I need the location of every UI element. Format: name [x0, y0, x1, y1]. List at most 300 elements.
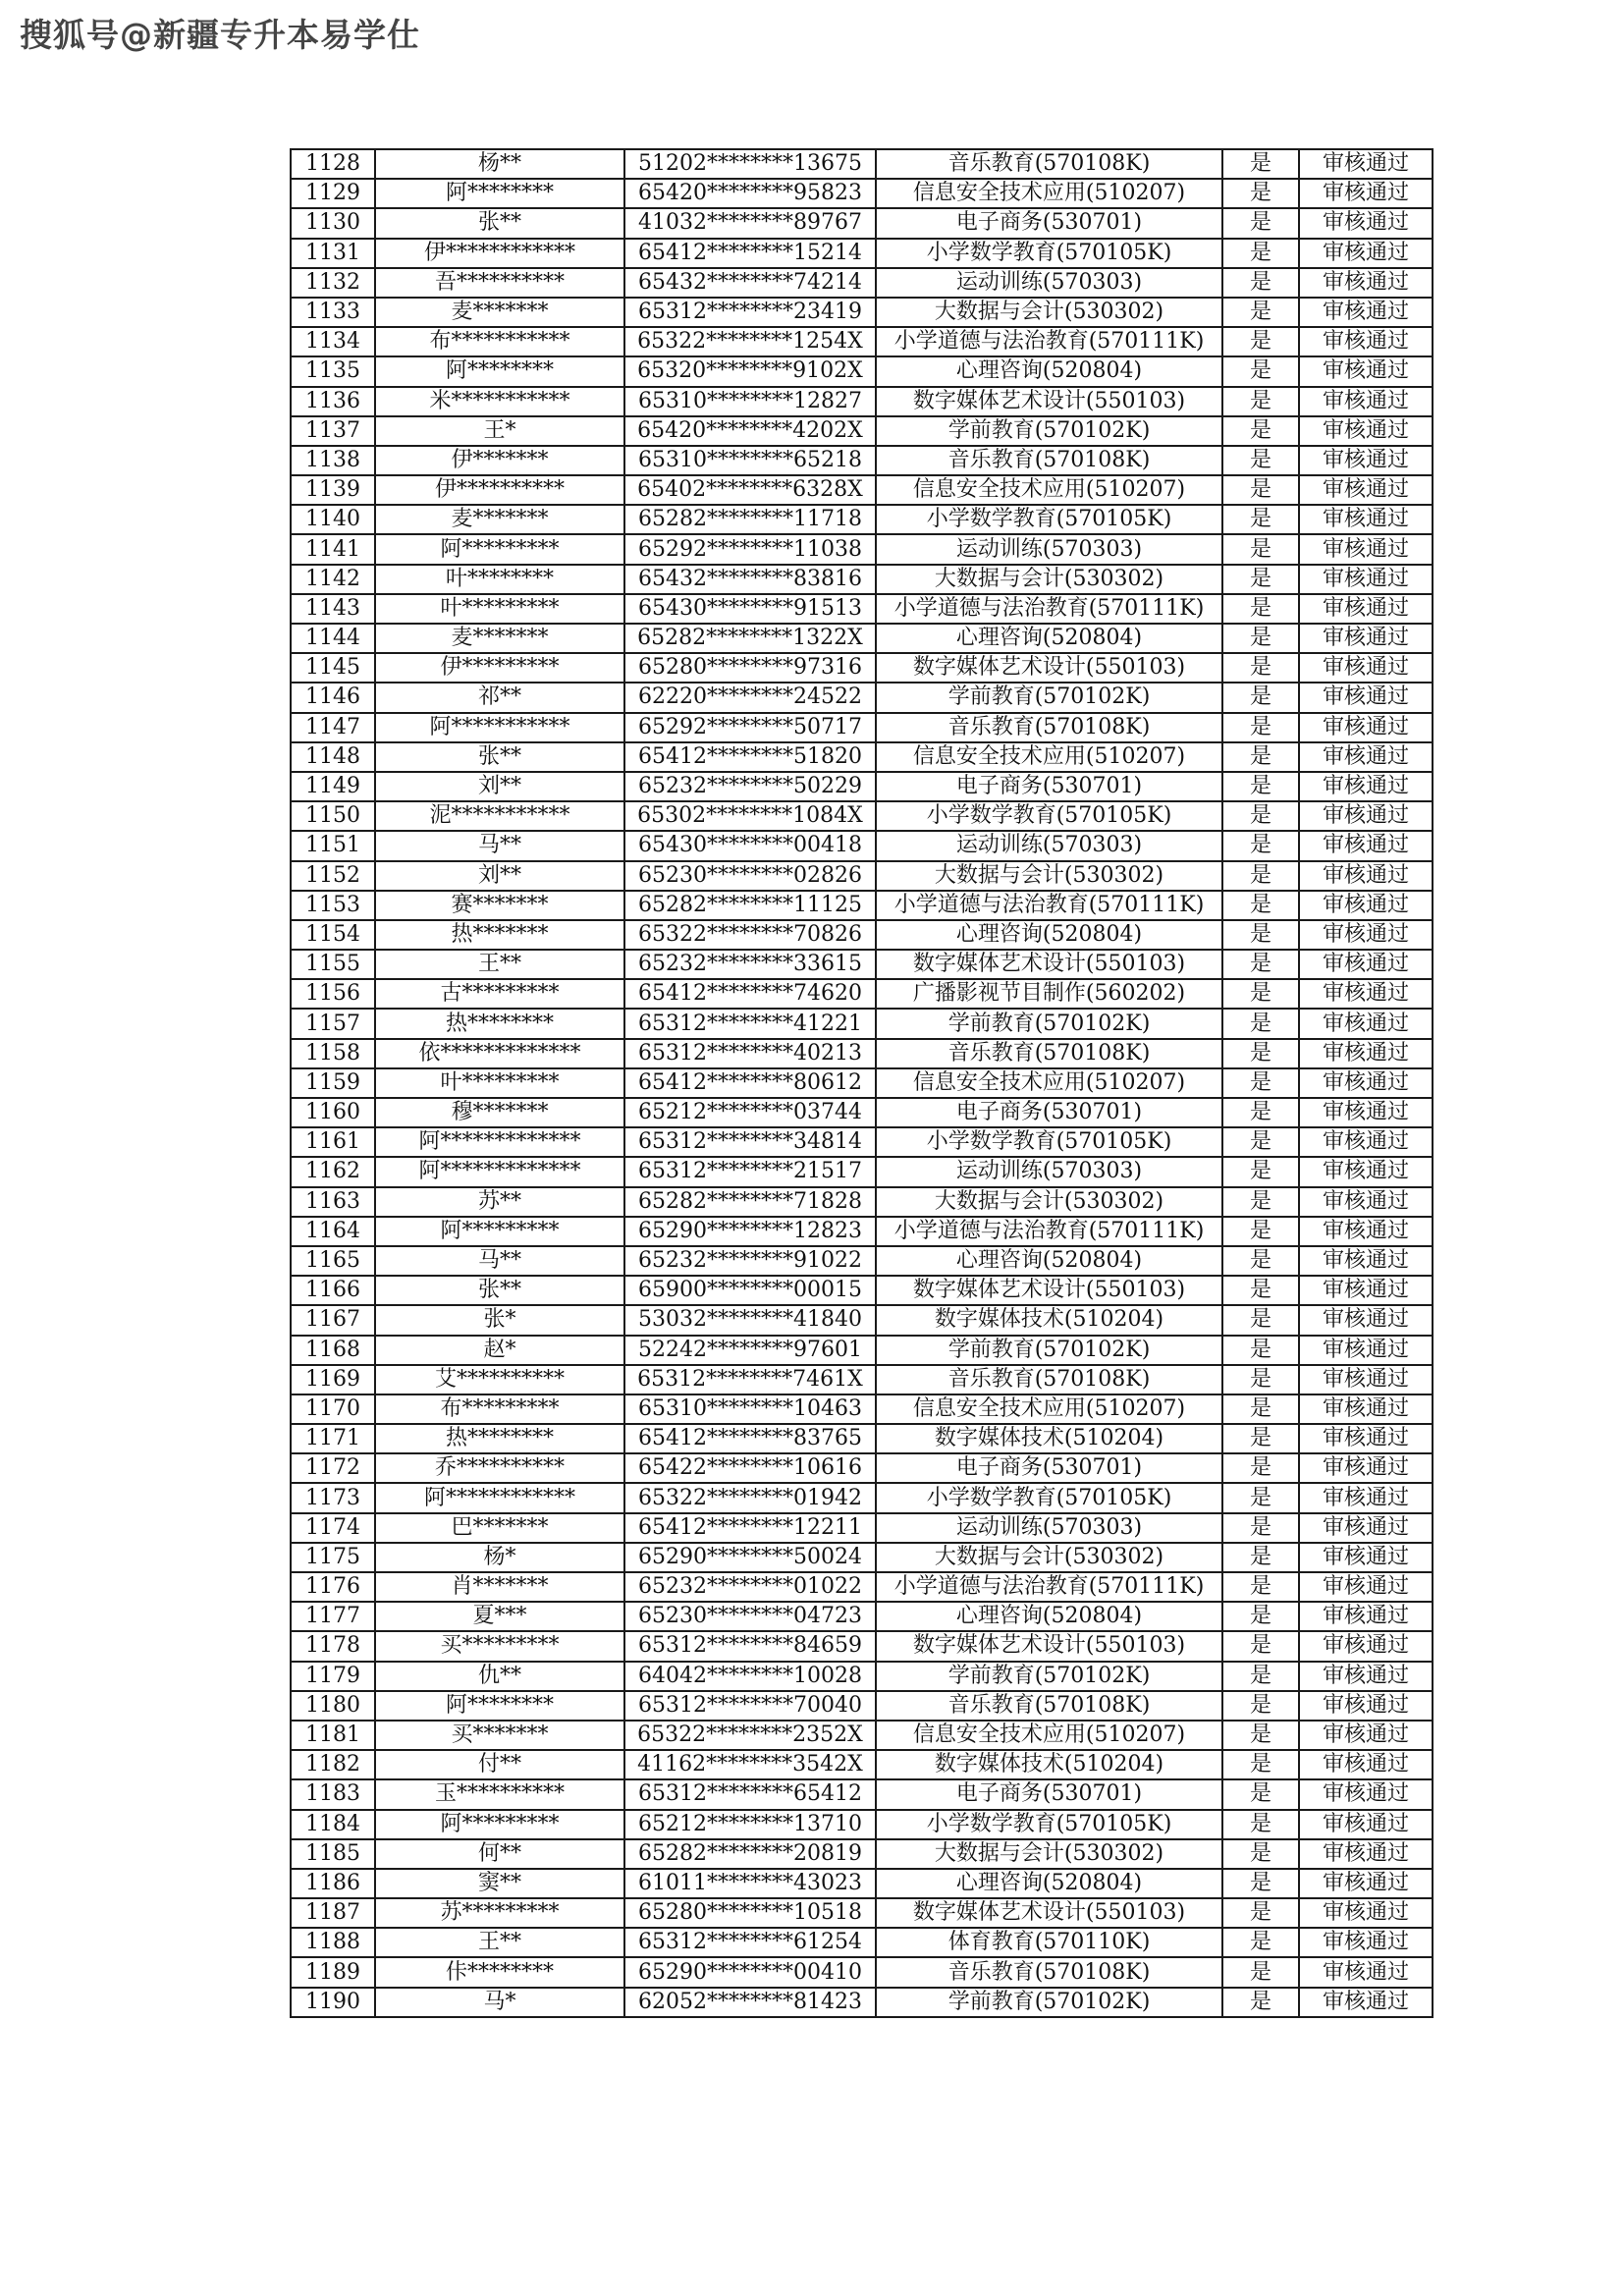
id-number-cell: 65312********40213 — [624, 1039, 876, 1068]
id-number-cell: 65212********03744 — [624, 1098, 876, 1127]
eligible-cell: 是 — [1222, 920, 1299, 950]
review-status-cell: 审核通过 — [1299, 1187, 1433, 1217]
table-row — [291, 1365, 1433, 1394]
row-number-cell: 1147 — [291, 713, 375, 742]
table-row — [291, 565, 1433, 594]
row-number-cell: 1181 — [291, 1721, 375, 1750]
major-cell: 大数据与会计(530302) — [876, 1839, 1222, 1869]
eligible-cell: 是 — [1222, 1691, 1299, 1721]
table-row — [291, 1839, 1433, 1869]
id-number-cell: 65292********50717 — [624, 713, 876, 742]
major-cell: 音乐教育(570108K) — [876, 713, 1222, 742]
row-number-cell: 1170 — [291, 1394, 375, 1424]
review-status-cell: 审核通过 — [1299, 149, 1433, 179]
review-status-cell: 审核通过 — [1299, 1988, 1433, 2017]
name-cell: 杨* — [375, 1543, 624, 1572]
eligible-cell: 是 — [1222, 1631, 1299, 1661]
review-status-cell: 审核通过 — [1299, 1898, 1433, 1928]
id-number-cell: 65310********65218 — [624, 446, 876, 475]
row-number-cell: 1152 — [291, 861, 375, 891]
table-row — [291, 683, 1433, 712]
eligible-cell: 是 — [1222, 950, 1299, 979]
row-number-cell: 1145 — [291, 653, 375, 683]
admission-review-table — [290, 148, 1434, 2018]
eligible-cell: 是 — [1222, 742, 1299, 772]
row-number-cell: 1140 — [291, 505, 375, 534]
row-number-cell: 1160 — [291, 1098, 375, 1127]
table-row — [291, 1394, 1433, 1424]
id-number-cell: 65312********65412 — [624, 1779, 876, 1809]
table-row — [291, 594, 1433, 624]
name-cell: 苏** — [375, 1187, 624, 1217]
review-status-cell: 审核通过 — [1299, 1779, 1433, 1809]
review-status-cell: 审核通过 — [1299, 624, 1433, 653]
major-cell: 数字媒体艺术设计(550103) — [876, 387, 1222, 416]
id-number-cell: 65322********2352X — [624, 1721, 876, 1750]
row-number-cell: 1129 — [291, 179, 375, 208]
eligible-cell: 是 — [1222, 505, 1299, 534]
id-number-cell: 65430********00418 — [624, 831, 876, 860]
name-cell: 杨** — [375, 149, 624, 179]
name-cell: 阿************* — [375, 1127, 624, 1157]
eligible-cell: 是 — [1222, 801, 1299, 831]
major-cell: 数字媒体技术(510204) — [876, 1424, 1222, 1453]
major-cell: 学前教育(570102K) — [876, 1662, 1222, 1691]
review-status-cell: 审核通过 — [1299, 1276, 1433, 1305]
table-row — [291, 624, 1433, 653]
major-cell: 心理咨询(520804) — [876, 356, 1222, 386]
eligible-cell: 是 — [1222, 653, 1299, 683]
row-number-cell: 1165 — [291, 1246, 375, 1276]
table-row — [291, 653, 1433, 683]
eligible-cell: 是 — [1222, 1602, 1299, 1631]
name-cell: 何** — [375, 1839, 624, 1869]
review-status-cell: 审核通过 — [1299, 950, 1433, 979]
table-row — [291, 1572, 1433, 1602]
review-status-cell: 审核通过 — [1299, 1009, 1433, 1038]
review-status-cell: 审核通过 — [1299, 446, 1433, 475]
table-row — [291, 1276, 1433, 1305]
eligible-cell: 是 — [1222, 1305, 1299, 1335]
eligible-cell: 是 — [1222, 1394, 1299, 1424]
review-status-cell: 审核通过 — [1299, 653, 1433, 683]
id-number-cell: 65310********12827 — [624, 387, 876, 416]
row-number-cell: 1190 — [291, 1988, 375, 2017]
eligible-cell: 是 — [1222, 979, 1299, 1009]
name-cell: 买********* — [375, 1631, 624, 1661]
table-row — [291, 298, 1433, 327]
row-number-cell: 1169 — [291, 1365, 375, 1394]
eligible-cell: 是 — [1222, 713, 1299, 742]
name-cell: 窦** — [375, 1869, 624, 1898]
id-number-cell: 65312********34814 — [624, 1127, 876, 1157]
id-number-cell: 65312********70040 — [624, 1691, 876, 1721]
eligible-cell: 是 — [1222, 475, 1299, 505]
major-cell: 小学数学教育(570105K) — [876, 1810, 1222, 1839]
eligible-cell: 是 — [1222, 1246, 1299, 1276]
eligible-cell: 是 — [1222, 268, 1299, 298]
id-number-cell: 65900********00015 — [624, 1276, 876, 1305]
review-status-cell: 审核通过 — [1299, 239, 1433, 268]
eligible-cell: 是 — [1222, 446, 1299, 475]
id-number-cell: 65322********01942 — [624, 1483, 876, 1512]
table-row — [291, 1305, 1433, 1335]
name-cell: 巴******* — [375, 1513, 624, 1543]
review-status-cell: 审核通过 — [1299, 1305, 1433, 1335]
table-row — [291, 1009, 1433, 1038]
review-status-cell: 审核通过 — [1299, 1662, 1433, 1691]
table-row — [291, 268, 1433, 298]
name-cell: 阿******** — [375, 179, 624, 208]
table-row — [291, 861, 1433, 891]
review-status-cell: 审核通过 — [1299, 327, 1433, 356]
id-number-cell: 65282********1322X — [624, 624, 876, 653]
name-cell: 王** — [375, 950, 624, 979]
table-row — [291, 920, 1433, 950]
row-number-cell: 1149 — [291, 772, 375, 801]
id-number-cell: 65312********84659 — [624, 1631, 876, 1661]
review-status-cell: 审核通过 — [1299, 1810, 1433, 1839]
name-cell: 玉********** — [375, 1779, 624, 1809]
table-row — [291, 327, 1433, 356]
id-number-cell: 65312********41221 — [624, 1009, 876, 1038]
row-number-cell: 1142 — [291, 565, 375, 594]
name-cell: 阿************* — [375, 1157, 624, 1186]
eligible-cell: 是 — [1222, 356, 1299, 386]
id-number-cell: 65282********20819 — [624, 1839, 876, 1869]
row-number-cell: 1186 — [291, 1869, 375, 1898]
id-number-cell: 65230********04723 — [624, 1602, 876, 1631]
eligible-cell: 是 — [1222, 683, 1299, 712]
id-number-cell: 65412********12211 — [624, 1513, 876, 1543]
name-cell: 刘** — [375, 772, 624, 801]
name-cell: 麦******* — [375, 624, 624, 653]
major-cell: 运动训练(570303) — [876, 1513, 1222, 1543]
table-row — [291, 356, 1433, 386]
major-cell: 运动训练(570303) — [876, 534, 1222, 564]
id-number-cell: 65280********10518 — [624, 1898, 876, 1928]
eligible-cell: 是 — [1222, 298, 1299, 327]
review-status-cell: 审核通过 — [1299, 1246, 1433, 1276]
name-cell: 赵* — [375, 1336, 624, 1365]
id-number-cell: 41162********3542X — [624, 1750, 876, 1779]
id-number-cell: 65412********15214 — [624, 239, 876, 268]
table-row — [291, 1928, 1433, 1957]
id-number-cell: 65230********02826 — [624, 861, 876, 891]
major-cell: 信息安全技术应用(510207) — [876, 475, 1222, 505]
eligible-cell: 是 — [1222, 1424, 1299, 1453]
eligible-cell: 是 — [1222, 1068, 1299, 1098]
name-cell: 王** — [375, 1928, 624, 1957]
id-number-cell: 61011********43023 — [624, 1869, 876, 1898]
eligible-cell: 是 — [1222, 1750, 1299, 1779]
name-cell: 张** — [375, 1276, 624, 1305]
name-cell: 伊********* — [375, 653, 624, 683]
row-number-cell: 1168 — [291, 1336, 375, 1365]
major-cell: 小学数学教育(570105K) — [876, 1127, 1222, 1157]
review-status-cell: 审核通过 — [1299, 979, 1433, 1009]
major-cell: 数字媒体技术(510204) — [876, 1750, 1222, 1779]
eligible-cell: 是 — [1222, 1988, 1299, 2017]
major-cell: 学前教育(570102K) — [876, 683, 1222, 712]
review-status-cell: 审核通过 — [1299, 772, 1433, 801]
major-cell: 大数据与会计(530302) — [876, 1543, 1222, 1572]
major-cell: 大数据与会计(530302) — [876, 861, 1222, 891]
name-cell: 热******* — [375, 920, 624, 950]
review-status-cell: 审核通过 — [1299, 1513, 1433, 1543]
row-number-cell: 1156 — [291, 979, 375, 1009]
eligible-cell: 是 — [1222, 1957, 1299, 1987]
major-cell: 小学道德与法治教育(570111K) — [876, 1217, 1222, 1246]
eligible-cell: 是 — [1222, 416, 1299, 446]
id-number-cell: 65412********83765 — [624, 1424, 876, 1453]
table-row — [291, 979, 1433, 1009]
eligible-cell: 是 — [1222, 565, 1299, 594]
id-number-cell: 65432********83816 — [624, 565, 876, 594]
review-status-cell: 审核通过 — [1299, 861, 1433, 891]
eligible-cell: 是 — [1222, 831, 1299, 860]
row-number-cell: 1183 — [291, 1779, 375, 1809]
id-number-cell: 64042********10028 — [624, 1662, 876, 1691]
table-row — [291, 1602, 1433, 1631]
major-cell: 大数据与会计(530302) — [876, 565, 1222, 594]
review-status-cell: 审核通过 — [1299, 1424, 1433, 1453]
review-status-cell: 审核通过 — [1299, 505, 1433, 534]
name-cell: 苏********* — [375, 1898, 624, 1928]
eligible-cell: 是 — [1222, 1839, 1299, 1869]
major-cell: 学前教育(570102K) — [876, 1336, 1222, 1365]
id-number-cell: 65320********9102X — [624, 356, 876, 386]
row-number-cell: 1138 — [291, 446, 375, 475]
id-number-cell: 65322********1254X — [624, 327, 876, 356]
row-number-cell: 1187 — [291, 1898, 375, 1928]
major-cell: 音乐教育(570108K) — [876, 1365, 1222, 1394]
review-status-cell: 审核通过 — [1299, 1839, 1433, 1869]
review-status-cell: 审核通过 — [1299, 1336, 1433, 1365]
id-number-cell: 65430********91513 — [624, 594, 876, 624]
row-number-cell: 1189 — [291, 1957, 375, 1987]
table-row — [291, 891, 1433, 920]
review-status-cell: 审核通过 — [1299, 891, 1433, 920]
major-cell: 信息安全技术应用(510207) — [876, 1394, 1222, 1424]
eligible-cell: 是 — [1222, 1365, 1299, 1394]
review-status-cell: 审核通过 — [1299, 1750, 1433, 1779]
name-cell: 买******* — [375, 1721, 624, 1750]
id-number-cell: 52242********97601 — [624, 1336, 876, 1365]
eligible-cell: 是 — [1222, 1662, 1299, 1691]
major-cell: 数字媒体艺术设计(550103) — [876, 1631, 1222, 1661]
table-row — [291, 950, 1433, 979]
table-row — [291, 1957, 1433, 1987]
id-number-cell: 65312********61254 — [624, 1928, 876, 1957]
id-number-cell: 65280********97316 — [624, 653, 876, 683]
table-row — [291, 1336, 1433, 1365]
name-cell: 古********* — [375, 979, 624, 1009]
eligible-cell: 是 — [1222, 1217, 1299, 1246]
name-cell: 伊********** — [375, 475, 624, 505]
name-cell: 夏*** — [375, 1602, 624, 1631]
table-row — [291, 208, 1433, 238]
row-number-cell: 1139 — [291, 475, 375, 505]
review-status-cell: 审核通过 — [1299, 565, 1433, 594]
eligible-cell: 是 — [1222, 1039, 1299, 1068]
name-cell: 伊************ — [375, 239, 624, 268]
major-cell: 心理咨询(520804) — [876, 1869, 1222, 1898]
table-row — [291, 831, 1433, 860]
id-number-cell: 65212********13710 — [624, 1810, 876, 1839]
review-status-cell: 审核通过 — [1299, 268, 1433, 298]
name-cell: 叶******** — [375, 565, 624, 594]
table-row — [291, 1898, 1433, 1928]
table-row — [291, 1098, 1433, 1127]
table-row — [291, 1068, 1433, 1098]
major-cell: 音乐教育(570108K) — [876, 1957, 1222, 1987]
row-number-cell: 1166 — [291, 1276, 375, 1305]
row-number-cell: 1184 — [291, 1810, 375, 1839]
major-cell: 电子商务(530701) — [876, 1453, 1222, 1483]
table-row — [291, 713, 1433, 742]
major-cell: 信息安全技术应用(510207) — [876, 1721, 1222, 1750]
eligible-cell: 是 — [1222, 891, 1299, 920]
name-cell: 布********* — [375, 1394, 624, 1424]
row-number-cell: 1144 — [291, 624, 375, 653]
row-number-cell: 1182 — [291, 1750, 375, 1779]
review-status-cell: 审核通过 — [1299, 713, 1433, 742]
row-number-cell: 1150 — [291, 801, 375, 831]
major-cell: 数字媒体艺术设计(550103) — [876, 1276, 1222, 1305]
review-status-cell: 审核通过 — [1299, 1453, 1433, 1483]
review-status-cell: 审核通过 — [1299, 1217, 1433, 1246]
row-number-cell: 1153 — [291, 891, 375, 920]
row-number-cell: 1146 — [291, 683, 375, 712]
major-cell: 电子商务(530701) — [876, 1098, 1222, 1127]
review-status-cell: 审核通过 — [1299, 1365, 1433, 1394]
table-row — [291, 801, 1433, 831]
name-cell: 吾********** — [375, 268, 624, 298]
table-row — [291, 1869, 1433, 1898]
name-cell: 佧******** — [375, 1957, 624, 1987]
major-cell: 大数据与会计(530302) — [876, 298, 1222, 327]
major-cell: 小学道德与法治教育(570111K) — [876, 1572, 1222, 1602]
id-number-cell: 65312********21517 — [624, 1157, 876, 1186]
review-status-cell: 审核通过 — [1299, 920, 1433, 950]
row-number-cell: 1180 — [291, 1691, 375, 1721]
table-row — [291, 1810, 1433, 1839]
row-number-cell: 1134 — [291, 327, 375, 356]
table-row — [291, 1157, 1433, 1186]
eligible-cell: 是 — [1222, 1098, 1299, 1127]
name-cell: 马** — [375, 1246, 624, 1276]
table-row — [291, 505, 1433, 534]
major-cell: 广播影视节目制作(560202) — [876, 979, 1222, 1009]
eligible-cell: 是 — [1222, 1276, 1299, 1305]
major-cell: 音乐教育(570108K) — [876, 446, 1222, 475]
row-number-cell: 1151 — [291, 831, 375, 860]
review-status-cell: 审核通过 — [1299, 356, 1433, 386]
row-number-cell: 1188 — [291, 1928, 375, 1957]
major-cell: 小学数学教育(570105K) — [876, 801, 1222, 831]
major-cell: 运动训练(570303) — [876, 1157, 1222, 1186]
major-cell: 电子商务(530701) — [876, 772, 1222, 801]
table-row — [291, 179, 1433, 208]
name-cell: 穆******* — [375, 1098, 624, 1127]
major-cell: 电子商务(530701) — [876, 208, 1222, 238]
id-number-cell: 65412********80612 — [624, 1068, 876, 1098]
major-cell: 音乐教育(570108K) — [876, 149, 1222, 179]
row-number-cell: 1137 — [291, 416, 375, 446]
name-cell: 马* — [375, 1988, 624, 2017]
id-number-cell: 51202********13675 — [624, 149, 876, 179]
table-row — [291, 742, 1433, 772]
row-number-cell: 1163 — [291, 1187, 375, 1217]
table-row — [291, 1127, 1433, 1157]
major-cell: 小学数学教育(570105K) — [876, 505, 1222, 534]
table-row — [291, 387, 1433, 416]
table-row — [291, 149, 1433, 179]
eligible-cell: 是 — [1222, 1543, 1299, 1572]
review-status-cell: 审核通过 — [1299, 1098, 1433, 1127]
name-cell: 马** — [375, 831, 624, 860]
review-status-cell: 审核通过 — [1299, 594, 1433, 624]
review-status-cell: 审核通过 — [1299, 1127, 1433, 1157]
major-cell: 信息安全技术应用(510207) — [876, 1068, 1222, 1098]
row-number-cell: 1154 — [291, 920, 375, 950]
name-cell: 肖******* — [375, 1572, 624, 1602]
review-status-cell: 审核通过 — [1299, 1394, 1433, 1424]
source-watermark: 搜狐号@新疆专升本易学仕 — [20, 16, 420, 54]
row-number-cell: 1161 — [291, 1127, 375, 1157]
table-row — [291, 534, 1433, 564]
eligible-cell: 是 — [1222, 149, 1299, 179]
table-row — [291, 446, 1433, 475]
row-number-cell: 1141 — [291, 534, 375, 564]
id-number-cell: 65302********1084X — [624, 801, 876, 831]
id-number-cell: 62052********81423 — [624, 1988, 876, 2017]
eligible-cell: 是 — [1222, 1127, 1299, 1157]
table-row — [291, 1039, 1433, 1068]
table-row — [291, 416, 1433, 446]
id-number-cell: 65290********00410 — [624, 1957, 876, 1987]
eligible-cell: 是 — [1222, 1779, 1299, 1809]
review-status-cell: 审核通过 — [1299, 1928, 1433, 1957]
name-cell: 乔********** — [375, 1453, 624, 1483]
major-cell: 心理咨询(520804) — [876, 624, 1222, 653]
eligible-cell: 是 — [1222, 239, 1299, 268]
name-cell: 热******** — [375, 1424, 624, 1453]
eligible-cell: 是 — [1222, 594, 1299, 624]
review-status-cell: 审核通过 — [1299, 1039, 1433, 1068]
major-cell: 信息安全技术应用(510207) — [876, 179, 1222, 208]
name-cell: 张** — [375, 208, 624, 238]
review-status-cell: 审核通过 — [1299, 416, 1433, 446]
major-cell: 数字媒体技术(510204) — [876, 1305, 1222, 1335]
name-cell: 泥*********** — [375, 801, 624, 831]
table-row — [291, 1988, 1433, 2017]
id-number-cell: 65232********91022 — [624, 1246, 876, 1276]
table-row — [291, 1513, 1433, 1543]
major-cell: 心理咨询(520804) — [876, 920, 1222, 950]
major-cell: 信息安全技术应用(510207) — [876, 742, 1222, 772]
major-cell: 小学数学教育(570105K) — [876, 239, 1222, 268]
table-row — [291, 1779, 1433, 1809]
id-number-cell: 65420********4202X — [624, 416, 876, 446]
row-number-cell: 1148 — [291, 742, 375, 772]
name-cell: 阿********* — [375, 1810, 624, 1839]
name-cell: 张* — [375, 1305, 624, 1335]
id-number-cell: 65310********10463 — [624, 1394, 876, 1424]
table-row — [291, 1543, 1433, 1572]
row-number-cell: 1143 — [291, 594, 375, 624]
